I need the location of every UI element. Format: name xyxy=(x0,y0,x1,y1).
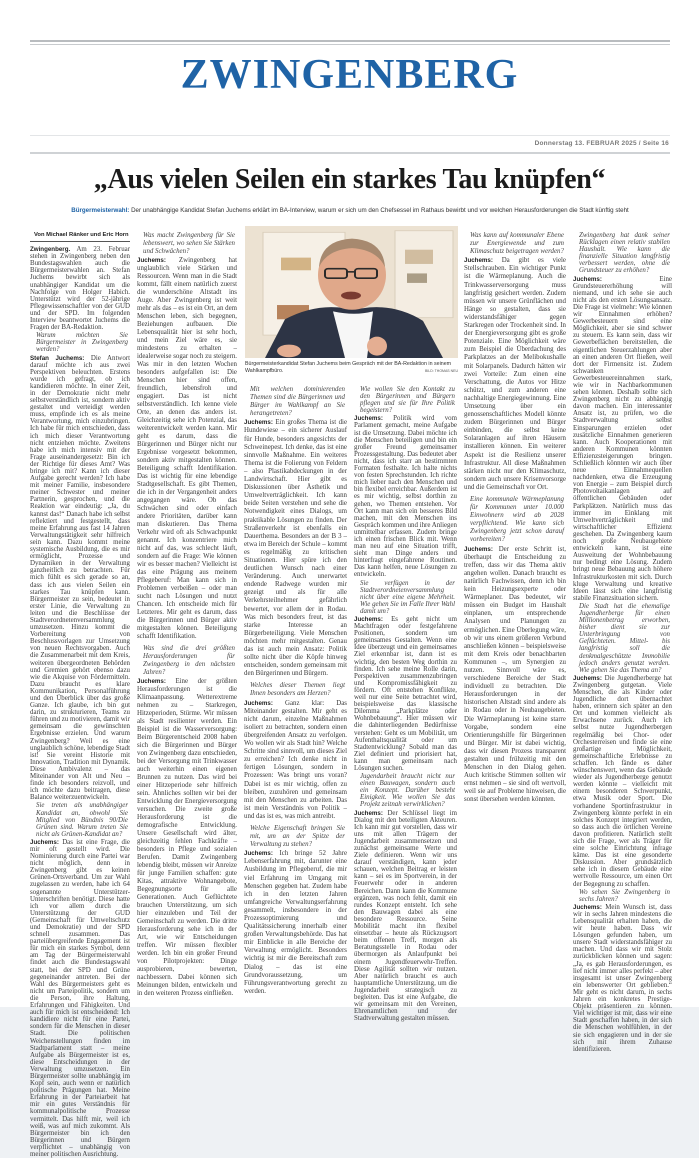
answer-text: Die Jugendherberge hat Zwingenberg gutgetan. Viele Menschen, die als Kinder oder Jugendliche dort übernachtet haben, erinnern sich später an den Ort und kommen vielleicht als Erwachsene zurück. Auch ich selbst nutze Jugendherbergen regelmäßig bei Chor- oder Orchesterreisen und finde sie eine großartige Möglichkeit, gemeinschaftliche Erlebnisse zu schaffen. Ich fände es daher wünschenswert, wenn das Gebäude wieder als Jugendherberge genutzt werden könnte – vielleicht mit einem besonderen Schwerpunkt, etwa Musik oder Sport. Die vorhandene Sportinfrastruktur in Zwingenberg könnte perfekt in ein solches Konzept integriert werden, so dass auch die örtlichen Vereine davon profitieren. Natürlich stellt sich die Frage, wer als Träger für eine solche Einrichtung infrage käme. Das ist eine gesonderte Diskussion. Aber grundsätzlich sehe ich in diesem Gebäude eine wertvolle Ressource, um einen Ort der Begegnung zu schaffen. xyxy=(573,674,672,888)
column-2 xyxy=(137,232,237,998)
intro xyxy=(30,246,130,331)
answer xyxy=(244,700,347,821)
subheadline xyxy=(30,207,670,215)
question: Mit welchen dominierenden Themen sind die Bürgerinnen und Bürger im Wahlkampf an Sie herangetreten? xyxy=(250,386,345,418)
question: Sie verfügen in der Stadtverordnetenversammlung nicht über eine eigene Mehrheit. Wie gehen Sie im Falle Ihrer Wahl damit um? xyxy=(360,579,455,615)
question: Welches dieser Themen liegt Ihnen besonders am Herzen? xyxy=(250,682,345,698)
speaker-label: Juchems: xyxy=(244,419,273,427)
answer-text: Ein großes Thema ist die Hundewiese – ein sicherer Auslauf für Hunde, besonders angesichts der Schweinepest. Ich denke, das ist eine sinnvolle Maßnahme. Ein weiteres Thema ist die Folierung von Feldern – also Plastikabdeckungen in der Landwirtschaft. Hier gibt es Diskussionen über Ästhetik und Umweltverträglichkeit. Ich kann beide Seiten verstehen und sehe die Notwendigkeit eines Dialogs, um praktikable Lösungen zu finden. Der Straßenverkehr ist ebenfalls ein Dauerthema. Besonders an der B 3 – etwa im Bereich der Schule – kommt es regelmäßig zu kritischen Situationen. Hier spüre ich den deutlichen Wunsch nach einer Veränderung. Auch unerwartet endende Radwege wurden mir gezeigt und als für alle Verkehrsteilnehmer gefährlich bewertet, vor allem der in Rodau. Was mich besonders freut, ist das starke Interesse an Bürgerbeteiligung. Viele Menschen möchten mehr mitgestalten. Genau das ist auch mein Ansatz: Politik sollte nicht über die Köpfe hinweg entscheiden, sondern gemeinsam mit den Bürgerinnen und Bürgern. xyxy=(244,419,347,678)
subheadline-text: Der unabhängige Kandidat Stefan Juchems erklärt im BA-Interview, warum er sich um den Chefsessel im Rathaus bewirbt und vor welchen Herausforderungen die Stadt künftig steht xyxy=(131,207,629,214)
question: Zwingenberg hat dank seiner Rücklagen einen relativ stabilen Haushalt. Wie kann die finanzielle Situation langfristig verbessert werden, ohne die Grundsteuer zu erhöhen? xyxy=(579,232,670,275)
answer xyxy=(573,904,672,1053)
answer-text: Eine Grundsteuererhöhung will niemand, und ich sehe sie auch nicht als den ersten Lösungsansatz. Die Frage ist vielmehr: Wie können wir Einnahmen erhöhen? Gewerbesteuern sind eine Möglichkeit, aber sie sind schwer zu steuern. Es kann sein, dass wir Gewerbeflächen bereitstellen, die eigentlichen Steuerzahlungen aber an einen anderen Ort fließen, weil dort der Firmensitz ist. Zudem schwanken Gewerbesteuereinnahmen stark, wie wir in Nachbarkommunen sehen können. Deshalb sollte sich Zwingenberg nicht zu abhängig davon machen. Ein interessanter Ansatz ist, zu prüfen, wo die Stadtverwaltung selbst Einsparungen erzielen oder zusätzliche Einnahmen generieren kann. Auch Kooperationen mit anderen Kommunen könnten Effizienzsteigerungen bringen. Schließlich könnten wir auch über neue Einnahmequellen nachdenken, etwa die Erzeugung von Energie – zum Beispiel durch Photovoltaikanlagen auf öffentlichen Gebäuden oder Parkplätzen. Natürlich muss das immer im Einklang mit Umweltverträglichkeit und wirtschaftlicher Effizienz geschehen. Da Zwingenberg kaum noch große Neubaugebiete entwickeln kann, ist eine Ausweitung der Wohnbebauung nur bedingt eine Lösung. Zudem bringt neue Bebauung auch höhere Infrastrukturkosten mit sich. Durch kluge Verwaltung und kreative Ideen lässt sich eine langfristig stabile Finanzsituation sichern. xyxy=(573,275,672,602)
speaker-label: Juchems: xyxy=(137,257,166,264)
answer xyxy=(354,415,457,578)
headline: „Aus vielen Seilen ein starkes Tau knüpfen“ xyxy=(93,164,606,195)
candidate-photo xyxy=(245,226,458,358)
answer-text: Zwingenberg hat unglaublich viele Stärken und Ressourcen. Wenn man in die Stadt kommt, fällt einem natürlich zuerst die wunderschöne Altstadt ins Auge. Aber Zwingenberg ist weit mehr als das – es ist ein Ort, an dem Menschen leben, sich begegnen, Beziehungen aufbauen. Die Lebensqualität hier ist sehr hoch, und mein Ziel wäre es, sie mindestens zu erhalten – idealerweise sogar noch zu steigern. Was mir in den letzten Wochen besonders aufgefallen ist: Die Menschen hier sind offen, freundlich, lebensfroh und engagiert. Das ist nicht selbstverständlich. Ich kenne viele Orte, an denen das anders ist. Gleichzeitig sehe ich Potenzial, das weiterentwickelt werden kann. Mir geht es darum, dass die Bürgerinnen und Bürger nicht nur Ergebnisse vorgesetzt bekommen, sondern aktiv mitgestalten können. Beteiligung schafft Identifikation. Das ist wichtig für eine lebendige Stadtgesellschaft. Es gibt Themen, die ich in der Vergangenheit anders angegangen wäre. Ob das Schwächen sind oder einfach andere Prioritäten, darüber kann man diskutieren. Das Thema Verkehr wird oft als Schwachpunkt genannt. Ich konzentriere mich nicht auf das, was schlecht läuft, sondern auf die Frage: Wie können wir es besser machen? Vielleicht ist das eine Prägung aus meinem Pflegeberuf: Man kann sich in Problemen verbeißen – oder man sucht nach Lösungen und nutzt Chancen. Ich entscheide mich für Letzteres. Mir geht es darum, dass die Bürgerinnen und Bürger aktiv mitgestalten können. Beteiligung schafft Identifikation. xyxy=(137,257,237,640)
speaker-label: Juchems: xyxy=(354,616,383,623)
answer-text: Das ist eine Frage, die mir oft gestellt wird. Die Nominierung durch eine Partei war nicht möglich, denn in Zwingenberg gibt es keinen Grünen-Ortsverband. Um zur Wahl zugelassen zu werden, habe ich 64 sogenannte Unterstützer-Unterschriften benötigt. Diese hatte ich vor allem durch die Unterstützung der GUD (Gemeinschaft für Umweltschutz und Demokratie) und der SPD schnell zusammen. Das parteiübergreifende Engagement ist für mich ein starkes Symbol, denn am Tag der Bürgermeisterwahl findet auch die Bundestagswahl statt, bei der SPD und Grüne gegeneinander antreten. Bei der Wahl des Bürgermeisters geht es nicht um Parteipolitik, sondern um die Person, ihre Haltung, Erfahrungen und Fähigkeiten. Und auch für mich ist entscheidend: Ich kandidiere nicht für eine Partei, sondern für die Menschen in dieser Stadt. Die politischen Weichenstellungen finden im Stadtparlament statt – meine Aufgabe als Bürgermeister ist es, diese Entscheidungen in der Verwaltung umzusetzen. Ein Bürgermeister sollte unabhängig im Kopf sein, auch wenn er natürlich politische Prägungen hat. Meine Erfahrung in der Parteiarbeit hat mir ein gutes Verständnis für kommunalpolitische Prozesse vermittelt. Das hilft mir, weil ich weiß, was auf mich zukommt. Als Bürgermeister bin ich den Bürgerinnen und Bürgern verpflichtet – unabhängig von meiner politischen Ausrichtung. xyxy=(30,838,130,1158)
question: Jugendarbeit braucht nicht nur einen Bauwagen, sondern auch ein Konzept. Darüber besteht Einigkeit. Wie wollen Sie das Projekt zeitnah verwirklichen? xyxy=(360,773,455,809)
answer-text: Da gibt es viele Stellschrauben. Ein wichtiger Punkt ist die Wärmeplanung. Auch die Trinkwasserversorgung muss langfristig gesichert werden. Zudem müssen wir unsere Grünflächen und Hänge so gestalten, dass sie widerstandsfähiger gegen Starkregen oder Trockenheit sind. In der Energieversorgung gibt es große Potenziale. Eine Möglichkeit wäre zum Beispiel die Überdachung des Parkplatzes an der Melibokushalle mit Solarpanels. Dadurch hätten wir zwei Vorteile: Zum einen eine Verschattung, die Autos vor Hitze schützt, und zum anderen eine nachhaltige Energiegewinnung. Eine Umsetzung über ein genossenschaftliches Modell könnte zudem Bürgerinnen und Bürger einbinden, die selbst keine Solaranlagen auf ihren Häusern installieren können. Ein weiterer Aspekt ist die Resilienz unserer Infrastruktur. All diese Maßnahmen stärken nicht nur den Klimaschutz, sondern auch unsere Krisenvorsorge und die Gemeinschaft vor Ort. xyxy=(464,257,566,491)
hand-right xyxy=(367,337,387,356)
speaker-label: Stefan Juchems: xyxy=(30,354,85,362)
question: Wo sehen Sie Zwingenberg in sechs Jahren? xyxy=(579,888,670,903)
intro-text: Am 23. Februar stehen in Zwingenberg neben den Bundestagswahlen auch die Bürgermeisterwahlen an. Stefan Juchems bewirbt sich als unabhängiger Kandidat um die Nachfolge von Holger Habich. Unterstützt wird der 52-jährige Pflegewissenschaftler von der GUD und der SPD. Im folgenden Interview beantwortet Juchems die Fragen der BA-Redaktion. xyxy=(30,246,131,332)
answer xyxy=(573,276,672,602)
portrait-image xyxy=(245,226,458,358)
answer xyxy=(354,810,457,1023)
speaker-label: Juchems: xyxy=(573,275,602,283)
question: Eine kommunale Wärmeplanung für Kommunen unter 10.000 Einwohnern wird ab 2028 verpflichtend. Wie kann sich Zwingenberg jetzt schon darauf vorbereiten? xyxy=(470,496,564,544)
question: Warum möchten Sie Bürgermeister in Zwingenberg werden? xyxy=(36,332,128,354)
answer xyxy=(464,257,566,492)
question: Wie wollen Sie den Kontakt zu den Bürgerinnen und Bürgern pflegen und sie für Ihre Politik begeistern? xyxy=(360,386,455,415)
answer xyxy=(573,675,672,888)
speaker-label: Juchems: xyxy=(573,903,602,911)
answer xyxy=(244,419,347,678)
column-6 xyxy=(573,232,672,1053)
kicker: Bürgermeisterwahl: xyxy=(71,207,130,214)
speaker-label: Juchems: xyxy=(30,838,59,846)
hand-left xyxy=(277,345,301,358)
answer xyxy=(354,616,457,772)
column-3 xyxy=(244,386,347,996)
answer-text: Eine der größten Herausforderungen ist die Klimaanpassung. Wetterextreme nehmen zu – Starkregen, Hitzeperioden, Stürme. Wir müssen als Stadt resilienter werden. Ein Beispiel ist die Wasserversorgung: Beim Bürgerentscheid 2008 haben sich die Bürgerinnen und Bürger von Zwingenberg dazu entschieden, bei der Versorgung mit Trinkwasser auch weiterhin einen eigenen Brunnen zu nutzen. Das wird bei einer Hitzeperiode sehr hilfreich sein. Ähnliches sollten wir bei der Entwicklung der Energieversorgung versuchen. Die zweite große Herausforderung ist die demografische Entwicklung. Unsere Gesellschaft wird älter, gleichzeitig fehlen Fachkräfte – besonders in Pflege und sozialen Berufen. Damit Zwingenberg lebendig bleibt, müssen wir Anreize für junge Familien schaffen: gute Kitas, attraktive Wohnangebote, Begegnungsorte für alle Generationen. Auch Geflüchtete brauchen Unterstützung, um sich hier einzuleben und Teil der Gemeinschaft zu werden. Die dritte Herausforderung sehe ich in der Art, wie wir Entscheidungen treffen. Wir müssen flexibler werden. Ich bin ein großer Freund von Pilotprojekten: Dinge ausprobieren, bewerten, nachbessern. Dabei können sich Meinungen bilden, entwickeln und in den weiteren Prozess einfließen. xyxy=(137,677,237,997)
question: Was kann auf kommunaler Ebene zur Energiewende und zum Klimaschutz beigetragen werden? xyxy=(470,232,564,256)
answer xyxy=(464,546,566,805)
dateline-rule xyxy=(30,152,670,154)
answer-text: Es geht nicht um Machtfragen oder festgefahrene Positionen, sondern um gemeinsames Gestalten. Wenn eine Idee überzeugt und ein gemeinsames Ziel erkennbar ist, dann ist es wichtig, den besten Weg dorthin zu finden. Ich sehe meine Rolle darin, Perspektiven zusammenzubringen und Kompromissfähigkeit zu fördern. Oft entstehen Konflikte, weil nur eine Seite betrachtet wird, beispielsweise das klassische Dilemma „Parkplätze oder Wohnbebauung“. Hier müssen wir die dahinterliegenden Bedürfnisse verstehen: Geht es um Mobilität, um Aufenthaltsqualität oder um Stadtentwicklung? Sobald man das Ziel definiert und priorisiert hat, kann man gemeinsam nach Lösungen suchen. xyxy=(354,616,457,772)
answer xyxy=(137,678,237,998)
answer-text: Der erste Schritt ist, überhaupt die Entscheidung zu treffen, dass wir das Thema aktiv angehen wollen. Danach braucht es natürlich Fachwissen, denn ich bin kein Heizungsexperte oder Wärmeplaner. Das bedeutet, wir müssen ein Budget im Haushalt einplanen, um entsprechende Analysen und Planungen zu ermöglichen. Eine Überlegung wäre, ob wir uns einem größeren Verbund anschließen können – beispielsweise mit dem Kreis oder benachbarten Kommunen –, um Synergien zu nutzen. Sinnvoll wäre es, verschiedene Bereiche der Stadt individuell zu betrachten. Die Herausforderungen in der historischen Altstadt sind andere als in Rodau oder in Neubaugebieten. Die Wärmeplanung ist keine starre Vorgabe, sondern eine Orientierungshilfe für Bürgerinnen und Bürger. Mir ist dabei wichtig, dass wir diesen Prozess transparent gestalten und frühzeitig mit den Menschen in den Dialog gehen. Auch kritische Stimmen sollten wir ernst nehmen – sie sind oft wertvoll, weil sie auf Probleme hinweisen, die sonst übersehen werden könnten. xyxy=(464,545,566,804)
answer-text: Der Schlüssel liegt im Dialog mit den beteiligten Akteuren. Ich kann mir gut vorstellen, dass wir uns mit allen Trägern der Jugendarbeit zusammensetzen und zunächst gemeinsame Werte und Ziele definieren. Wenn wir uns darauf verständigen, kann jeder schauen, welchen Beitrag er leisten kann – sei es im Sportverein, in der Feuerwehr oder in anderen Bereichen. Dann kann die Kommune ergänzen, was noch fehlt, damit ein rundes Konzept entsteht. Ich sehe den Bauwagen dabei als eine besondere Ressource. Seine Mobilität macht ihn flexibel einsetzbar – heute als Rückzugsort beim offenen Treff, morgen als Beratungsstelle in Rodau oder übermorgen als Anlaufpunkt bei einem Jugendfeuerwehr-Treffen. Diese Agilität sollten wir nutzen. Aber natürlich braucht es auch hauptamtliche Unterstützung, um die Jugendarbeit strategisch zu begleiten. Das ist eine Aufgabe, die wir gemeinsam mit den Vereinen, Ehrenamtlichen und der Stadtverwaltung gestalten müssen. xyxy=(354,809,457,1023)
speaker-label: Juchems: xyxy=(354,809,383,817)
speaker-label: Juchems: xyxy=(244,850,273,858)
speaker-label: Juchems: xyxy=(244,699,273,707)
answer-text: Ganz klar: Das Miteinander gestalten. Mir geht es nicht darum, einzelne Maßnahmen isoliert zu betrachten, sondern einen übergreifenden Ansatz zu verfolgen. Wo wollen wir als Stadt hin? Welche Schritte sind sinnvoll, um dieses Ziel zu erreichen? Ich denke nicht in fertigen Lösungen, sondern in Prozessen: Was bringt uns voran? Dabei ist es mir wichtig, offen zu bleiben, zuzuhören und gemeinsam mit den Menschen zu arbeiten. Das ist mein Verständnis von Politik – und das ist es, was mich antreibt. xyxy=(244,699,347,820)
photo-credit: BILD: THOMAS NEU xyxy=(425,368,458,373)
answer-text: Mein Wunsch ist, dass wir in sechs Jahren mindestens die Lebensqualität erhalten haben, die wir heute haben. Dass wir Lösungen gefunden haben, um unsere Stadt widerstandsfähiger zu machen. Und dass wir mit Stolz zurückblicken können und sagen: „Ja, es gab Herausforderungen, es lief nicht immer alles perfekt – aber insgesamt ist unser Zwingenberg ein lebenswerter Ort geblieben.“ Mir geht es nicht darum, in sechs Jahren ein konkretes Prestige-Objekt präsentieren zu können. Viel wichtiger ist mir, dass wir eine Stadt geschaffen haben, in der sich die Menschen wohlfühlen, in der sie sich engagieren und in der sie sich mit ihrem Zuhause identifizieren. xyxy=(573,903,672,1053)
question: Welche Eigenschaft bringen Sie mit, um an der Spitze der Verwaltung zu stehen? xyxy=(250,824,345,849)
answer-text: Ich bringe 52 Jahre Lebenserfahrung mit, darunter eine Ausbildung im Pflegeberuf, die mir viel Erfahrung im Umgang mit Menschen gegeben hat. Zudem habe ich in den letzten Jahren umfangreiche Verwaltungserfahrung gesammelt, insbesondere in der Prozessoptimierung und Qualitätssicherung innerhalb einer großen Verwaltungsbehörde. Das hat mir Einblicke in alle Bereiche der Verwaltung ermöglicht. Besonders wichtig ist mir die Bereitschaft zum Dialog – das ist eine Grundvoraussetzung, um Führungsverantwortung gerecht zu werden. xyxy=(244,850,347,995)
speaker-label: Juchems: xyxy=(354,415,383,423)
speaker-label: Juchems: xyxy=(464,545,493,553)
column-4 xyxy=(354,386,457,1022)
masthead-title: ZWINGENBERG xyxy=(180,52,519,98)
masthead-rule xyxy=(30,135,670,136)
answer xyxy=(137,257,237,641)
question: Was macht Zwingenberg für Sie lebenswert, wo sehen Sie Stärken und Schwächen? xyxy=(143,232,235,255)
byline: Von Michael Ränker und Eric Horn xyxy=(30,232,130,242)
answer xyxy=(30,355,130,802)
speaker-label: Juchems: xyxy=(464,257,493,265)
answer-text: Politik wird vom Parlament gemacht, meine Aufgabe ist die Umsetzung. Dabei möchte ich die Menschen beteiligen und bin ein großer Freund gemeinsamer Prozessgestaltung. Das bedeutet aber nicht, dass ich starr an bestimmten Formaten festhalte. Ich halte nichts von festen Sprechstunden. Ich richte mich lieber nach den Menschen und bin flexibel erreichbar. Außerdem ist es mir wichtig, selbst dorthin zu gehen, wo Themen entstehen. Vor Ort kann man sich ein besseres Bild machen, mit den Menschen ins Gespräch kommen und ihre Anliegen unmittelbar erfassen. Zudem bringe ich einen frischen Blick mit. Wenn man neu auf eine Situation trifft, sieht man Dinge anders und hinterfragt eingefahrene Routinen. Das kann helfen, neue Lösungen zu entwickeln. xyxy=(354,415,457,579)
caption-text: Bürgermeisterkandidat Stefan Juchems beim Gespräch mit der BA-Redaktion in seinem Wahlkampfbüro. xyxy=(245,361,452,374)
top-rule xyxy=(30,40,670,45)
question: Die Stadt hat die ehemalige Jugendherberge für einen Millionenbetrag erworben, bisher dient sie zur Unterbringung von Geflüchteten. Mittel- bis langfristig soll die denkmalgeschützte Immobilie jedoch anders genutzt werden. Wie gehen Sie das Thema an? xyxy=(579,602,670,674)
question: Was sind die drei größten Herausforderungen für Zwingenberg in den nächsten Jahren? xyxy=(143,644,235,676)
answer xyxy=(30,839,130,1158)
answer xyxy=(244,850,347,996)
dateline-location: Zwingenberg. xyxy=(30,246,71,254)
dateline: Donnerstag 13. FEBRUAR 2025 / Seite 16 xyxy=(534,140,669,147)
question: Sie treten als unabhängiger Kandidat an, obwohl Sie Mitglied von Bündnis 90/Die Grünen sind. Warum treten Sie nicht als Grünen-Kandidat an? xyxy=(36,802,128,838)
column-5 xyxy=(464,232,566,805)
column-1 xyxy=(30,232,130,1158)
photo-caption xyxy=(245,361,458,374)
speaker-label: Juchems: xyxy=(137,677,166,685)
answer-text: Die Antwort darauf möchte ich aus zwei Perspektiven beleuchten. Erstens wurde ich gefragt, ob ich kandidieren möchte. In einer Zeit, in der Demokratie nicht mehr selbstverständlich ist, sondern aktiv gestaltet und verteidigt werden muss, empfinde ich es als meine Verantwortung, mich einzubringen. Ich habe für mich entschieden, dass ich mich dieser Verantwortung nicht entziehen möchte. Zweitens habe ich mich intensiv mit der Frage auseinandergesetzt: Bin ich der Richtige für dieses Amt? Was bringe ich mit? Kann ich dieser Aufgabe gerecht werden? Ich habe mit meiner Familie, insbesondere meiner Schwester und meiner Partnerin, gesprochen, und die Reaktion war eindeutig: „Ja, du kannst das!“ Danach habe ich selbst reflektiert und festgestellt, dass meine Erfahrung aus fast 14 Jahren Verwaltungstätigkeit sehr hilfreich sein kann. Dazu kommt meine systemische Ausbildung, die es mir ermöglicht, Prozesse und Dynamiken in der Verwaltung ganzheitlich zu betrachten. Für mich fühlt es sich gerade so an, dass ich aus vielen Seilen ein starkes Tau knüpfen kann. Bürgermeister zu sein, bedeutet in erster Linie, die Verwaltung zu leiten und die Beschlüsse der Stadtverordnetenversammlung umzusetzen. Hinzu kommt die Vorbereitung von Beschlussvorlagen zur Umsetzung von neuen Rechtsvorgaben. Auch die Zusammenarbeit mit dem Kreis, weiteren übergeordneten Behörden und Gremien gehört ebenso dazu wie die Akquise von Fördermitteln. Dazu braucht es klare Kommunikation, Personalführung und den Überblick über das große Ganze. Ich glaube, ich bin gut darin, zu strukturieren, Teams zu führen und zu motivieren, damit wir gemeinsam die gewünschten Ergebnisse erzielen. Und warum Zwingenberg? Weil es eine unglaublich schöne, lebendige Stadt ist! Sie vereint Historie mit Innovation, Tradition mit Dynamik. Diese Ambivalenz – das Miteinander von Alt und Neu – finde ich besonders reizvoll, und ich möchte dazu beitragen, diese Balance weiterzuentwickeln. xyxy=(30,354,130,802)
speaker-label: Juchems: xyxy=(573,674,602,682)
